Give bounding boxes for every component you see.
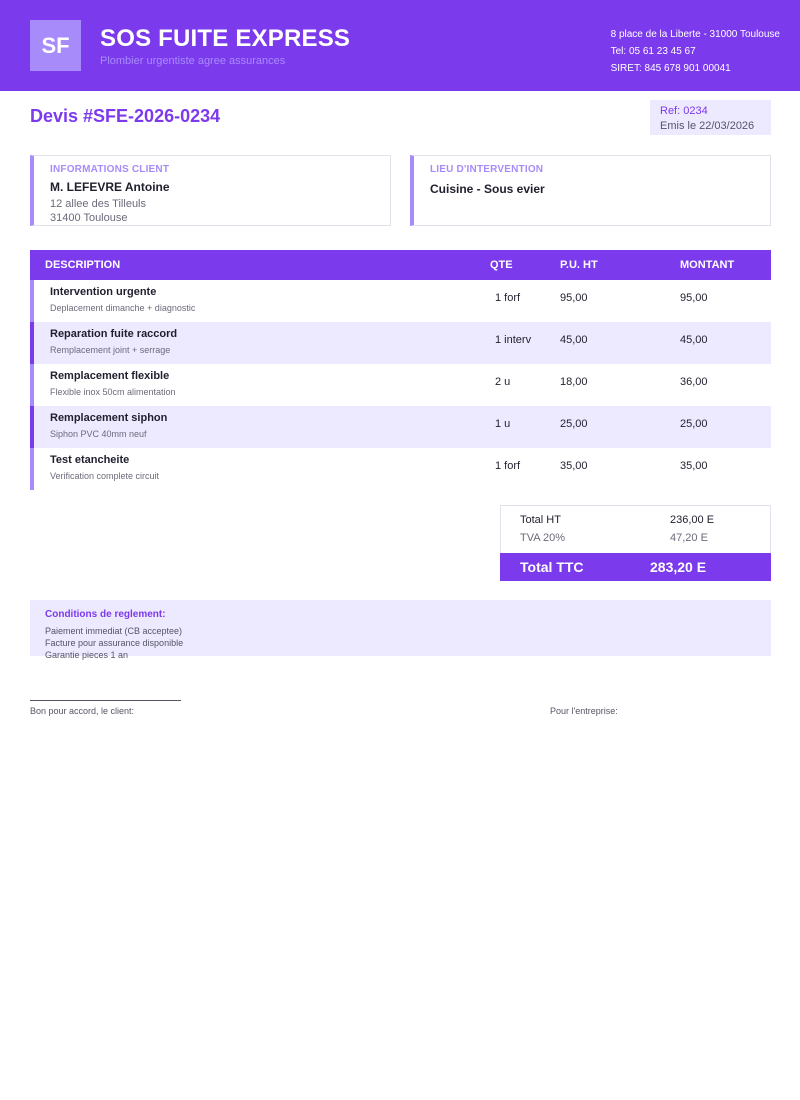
row-unit-price: 95,00 (560, 292, 588, 304)
total-ttc-bar (500, 553, 771, 581)
conditions-title: Conditions de reglement: (45, 609, 166, 620)
company-signature-label: Pour l'entreprise: (550, 706, 618, 716)
row-amount: 95,00 (680, 292, 708, 304)
reference-box (650, 100, 771, 135)
quote-title: Devis #SFE-2026-0234 (30, 106, 221, 126)
condition-line: Facture pour assurance disponible (45, 638, 184, 648)
row-title: Remplacement siphon (50, 412, 168, 424)
total-ttc-label: Total TTC (520, 559, 584, 575)
table-row (30, 406, 771, 448)
row-detail: Flexible inox 50cm alimentation (50, 387, 176, 397)
row-detail: Remplacement joint + serrage (50, 345, 171, 355)
row-amount: 36,00 (680, 376, 708, 388)
payment-conditions (30, 600, 771, 660)
row-amount: 45,00 (680, 334, 708, 346)
company-siret: SIRET: 845 678 901 00041 (610, 63, 731, 74)
table-row (30, 322, 771, 364)
header-amount: MONTANT (680, 259, 735, 271)
client-street: 12 allee des Tilleuls (50, 198, 147, 210)
header-banner (0, 0, 800, 91)
row-qty: 1 interv (495, 334, 532, 346)
header-qty: QTE (490, 259, 513, 271)
condition-line: Garantie pieces 1 an (45, 650, 129, 660)
row-title: Remplacement flexible (50, 370, 170, 382)
row-title: Test etancheite (50, 454, 130, 466)
site-location: Cuisine - Sous evier (430, 182, 545, 196)
row-title: Reparation fuite raccord (50, 328, 178, 340)
table-header (30, 250, 771, 280)
table-row (30, 280, 771, 322)
client-name: M. LEFEVRE Antoine (50, 180, 170, 194)
row-detail: Siphon PVC 40mm neuf (50, 429, 147, 439)
row-unit-price: 45,00 (560, 334, 588, 346)
client-city: 31400 Toulouse (50, 212, 128, 224)
client-signature-line (30, 700, 181, 701)
table-row (30, 364, 771, 406)
tva-label: TVA 20% (520, 532, 566, 544)
row-qty: 1 u (495, 418, 511, 430)
row-unit-price: 35,00 (560, 460, 588, 472)
intervention-site-box (410, 155, 771, 226)
items-table (30, 250, 771, 490)
header-unit-price: P.U. HT (560, 259, 598, 271)
row-qty: 1 forf (495, 460, 521, 472)
client-info-box (30, 155, 391, 226)
row-detail: Deplacement dimanche + diagnostic (50, 303, 196, 313)
company-contact (611, 26, 780, 77)
reference-number: Ref: 0234 (660, 105, 708, 117)
company-phone: Tel: 05 61 23 45 67 (610, 46, 696, 57)
company-tagline: Plombier urgentiste agree assurances (100, 55, 286, 67)
row-qty: 1 forf (495, 292, 521, 304)
company-address: 8 place de la Liberte - 31000 Toulouse (610, 29, 780, 40)
row-unit-price: 18,00 (560, 376, 588, 388)
row-title: Intervention urgente (50, 286, 157, 298)
row-unit-price: 25,00 (560, 418, 588, 430)
header-description: DESCRIPTION (45, 259, 121, 271)
row-qty: 2 u (495, 376, 511, 388)
total-ht-label: Total HT (520, 514, 561, 526)
client-signature-label: Bon pour accord, le client: (30, 706, 135, 716)
total-ttc-value: 283,20 E (650, 559, 707, 575)
row-amount: 25,00 (680, 418, 708, 430)
row-amount: 35,00 (680, 460, 708, 472)
row-detail: Verification complete circuit (50, 471, 160, 481)
client-info-label: INFORMATIONS CLIENT (50, 164, 170, 175)
tva-value: 47,20 E (670, 532, 708, 544)
condition-line: Paiement immediat (CB acceptee) (45, 626, 183, 636)
company-logo: SF (30, 20, 81, 71)
total-ht-value: 236,00 E (670, 514, 715, 526)
issue-date: Emis le 22/03/2026 (660, 120, 755, 132)
company-name: SOS FUITE EXPRESS (100, 25, 351, 52)
table-row (30, 448, 771, 490)
site-label: LIEU D'INTERVENTION (430, 164, 544, 175)
